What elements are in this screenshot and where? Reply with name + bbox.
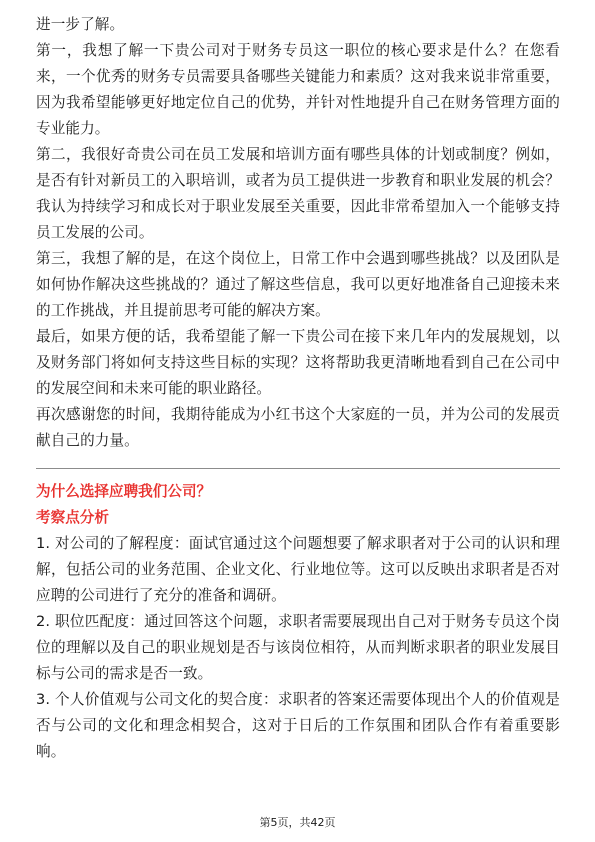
analysis-point-3: 3. 个人价值观与公司文化的契合度：求职者的答案还需要体现出个人的价值观是否与公司的文化和理念相契合，这对于日后的工作氛围和团队合作有着重要影响。	[36, 691, 560, 760]
analysis-point-2: 2. 职位匹配度：通过回答这个问题，求职者需要展现出自己对于财务专员这个岗位的理解以及自己的职业规划是否与该岗位相符，从而判断求职者的职业发展目标与公司的需求是否一致。	[36, 613, 560, 682]
section-divider	[36, 468, 560, 469]
paragraph-third-question: 第三，我想了解的是，在这个岗位上，日常工作中会遇到哪些挑战？以及团队是如何协作解决这些挑战的？通过了解这些信息，我可以更好地准备自己迎接未来的工作挑战，并且提前思考可能的解决方案。	[36, 250, 560, 319]
paragraph-first-question: 第一，我想了解一下贵公司对于财务专员这一职位的核心要求是什么？在您看来，一个优秀的财务专员需要具备哪些关键能力和素质？这对我来说非常重要，因为我希望能够更好地定位自己的优势，并针对性地提升自己在财务管理方面的专业能力。	[36, 42, 560, 137]
page-content	[36, 12, 560, 765]
page-number-footer: 第5页，共42页	[259, 816, 336, 829]
paragraph-continuation: 进一步了解。	[36, 16, 125, 33]
paragraph-last-question: 最后，如果方便的话，我希望能了解一下贵公司在接下来几年内的发展规划，以及财务部门将如何支持这些目标的实现？这将帮助我更清晰地看到自己在公司中的发展空间和未来可能的职业路径。	[36, 328, 560, 397]
paragraph-second-question: 第二，我很好奇贵公司在员工发展和培训方面有哪些具体的计划或制度？例如，是否有针对新员工的入职培训，或者为员工提供进一步教育和职业发展的机会？我认为持续学习和成长对于职业发展至关重要，因此非常希望加入一个能够支持员工发展的公司。	[36, 146, 560, 241]
question-heading: 为什么选择应聘我们公司？	[36, 483, 212, 500]
analysis-point-1: 1. 对公司的了解程度：面试官通过这个问题想要了解求职者对于公司的认识和理解，包括公司的业务范围、企业文化、行业地位等。这可以反映出求职者是否对应聘的公司进行了充分的准备和调研。	[36, 535, 560, 604]
analysis-heading: 考察点分析	[36, 509, 109, 526]
paragraph-thanks: 再次感谢您的时间，我期待能成为小红书这个大家庭的一员，并为公司的发展贡献自己的力量。	[36, 406, 560, 449]
